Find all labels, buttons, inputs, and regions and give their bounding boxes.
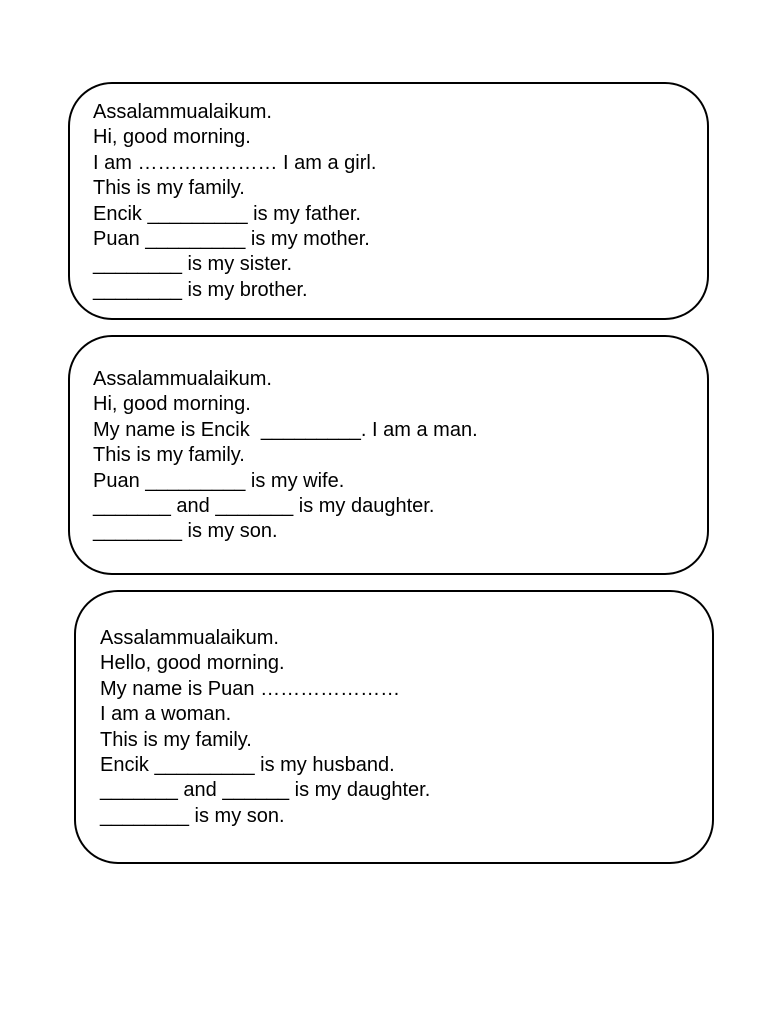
name-line: My name is Puan ………………… [100, 677, 401, 700]
gender-line: I am a woman. [100, 703, 232, 726]
salutation-line: Hi, good morning. [93, 393, 251, 416]
greeting-line: Assalammualaikum. [93, 368, 272, 390]
salutation-line: Hi, good morning. [93, 126, 251, 149]
family-line: This is my family. [93, 444, 245, 467]
son-line: ________ is my son. [93, 520, 278, 543]
card-text [100, 626, 430, 829]
daughter-line: _______ and ______ is my daughter. [100, 779, 431, 802]
intro-card-girl [68, 82, 709, 320]
salutation-line: Hello, good morning. [100, 652, 285, 675]
greeting-line: Assalammualaikum. [100, 627, 279, 649]
son-line: ________ is my son. [100, 804, 285, 827]
name-line: I am ………………… I am a girl. [93, 151, 377, 174]
card-text [93, 367, 478, 545]
brother-line: ________ is my brother. [93, 278, 308, 301]
family-line: This is my family. [100, 728, 252, 751]
father-line: Encik _________ is my father. [93, 202, 361, 225]
sister-line: ________ is my sister. [93, 253, 292, 276]
intro-card-man [68, 335, 709, 575]
wife-line: Puan _________ is my wife. [93, 469, 345, 492]
husband-line: Encik _________ is my husband. [100, 753, 395, 776]
card-text [93, 100, 376, 303]
intro-card-woman [74, 590, 714, 864]
name-line: My name is Encik _________. I am a man. [93, 418, 478, 441]
daughter-line: _______ and _______ is my daughter. [93, 494, 435, 517]
mother-line: Puan _________ is my mother. [93, 227, 370, 250]
greeting-line: Assalammualaikum. [93, 101, 272, 123]
family-line: This is my family. [93, 177, 245, 200]
